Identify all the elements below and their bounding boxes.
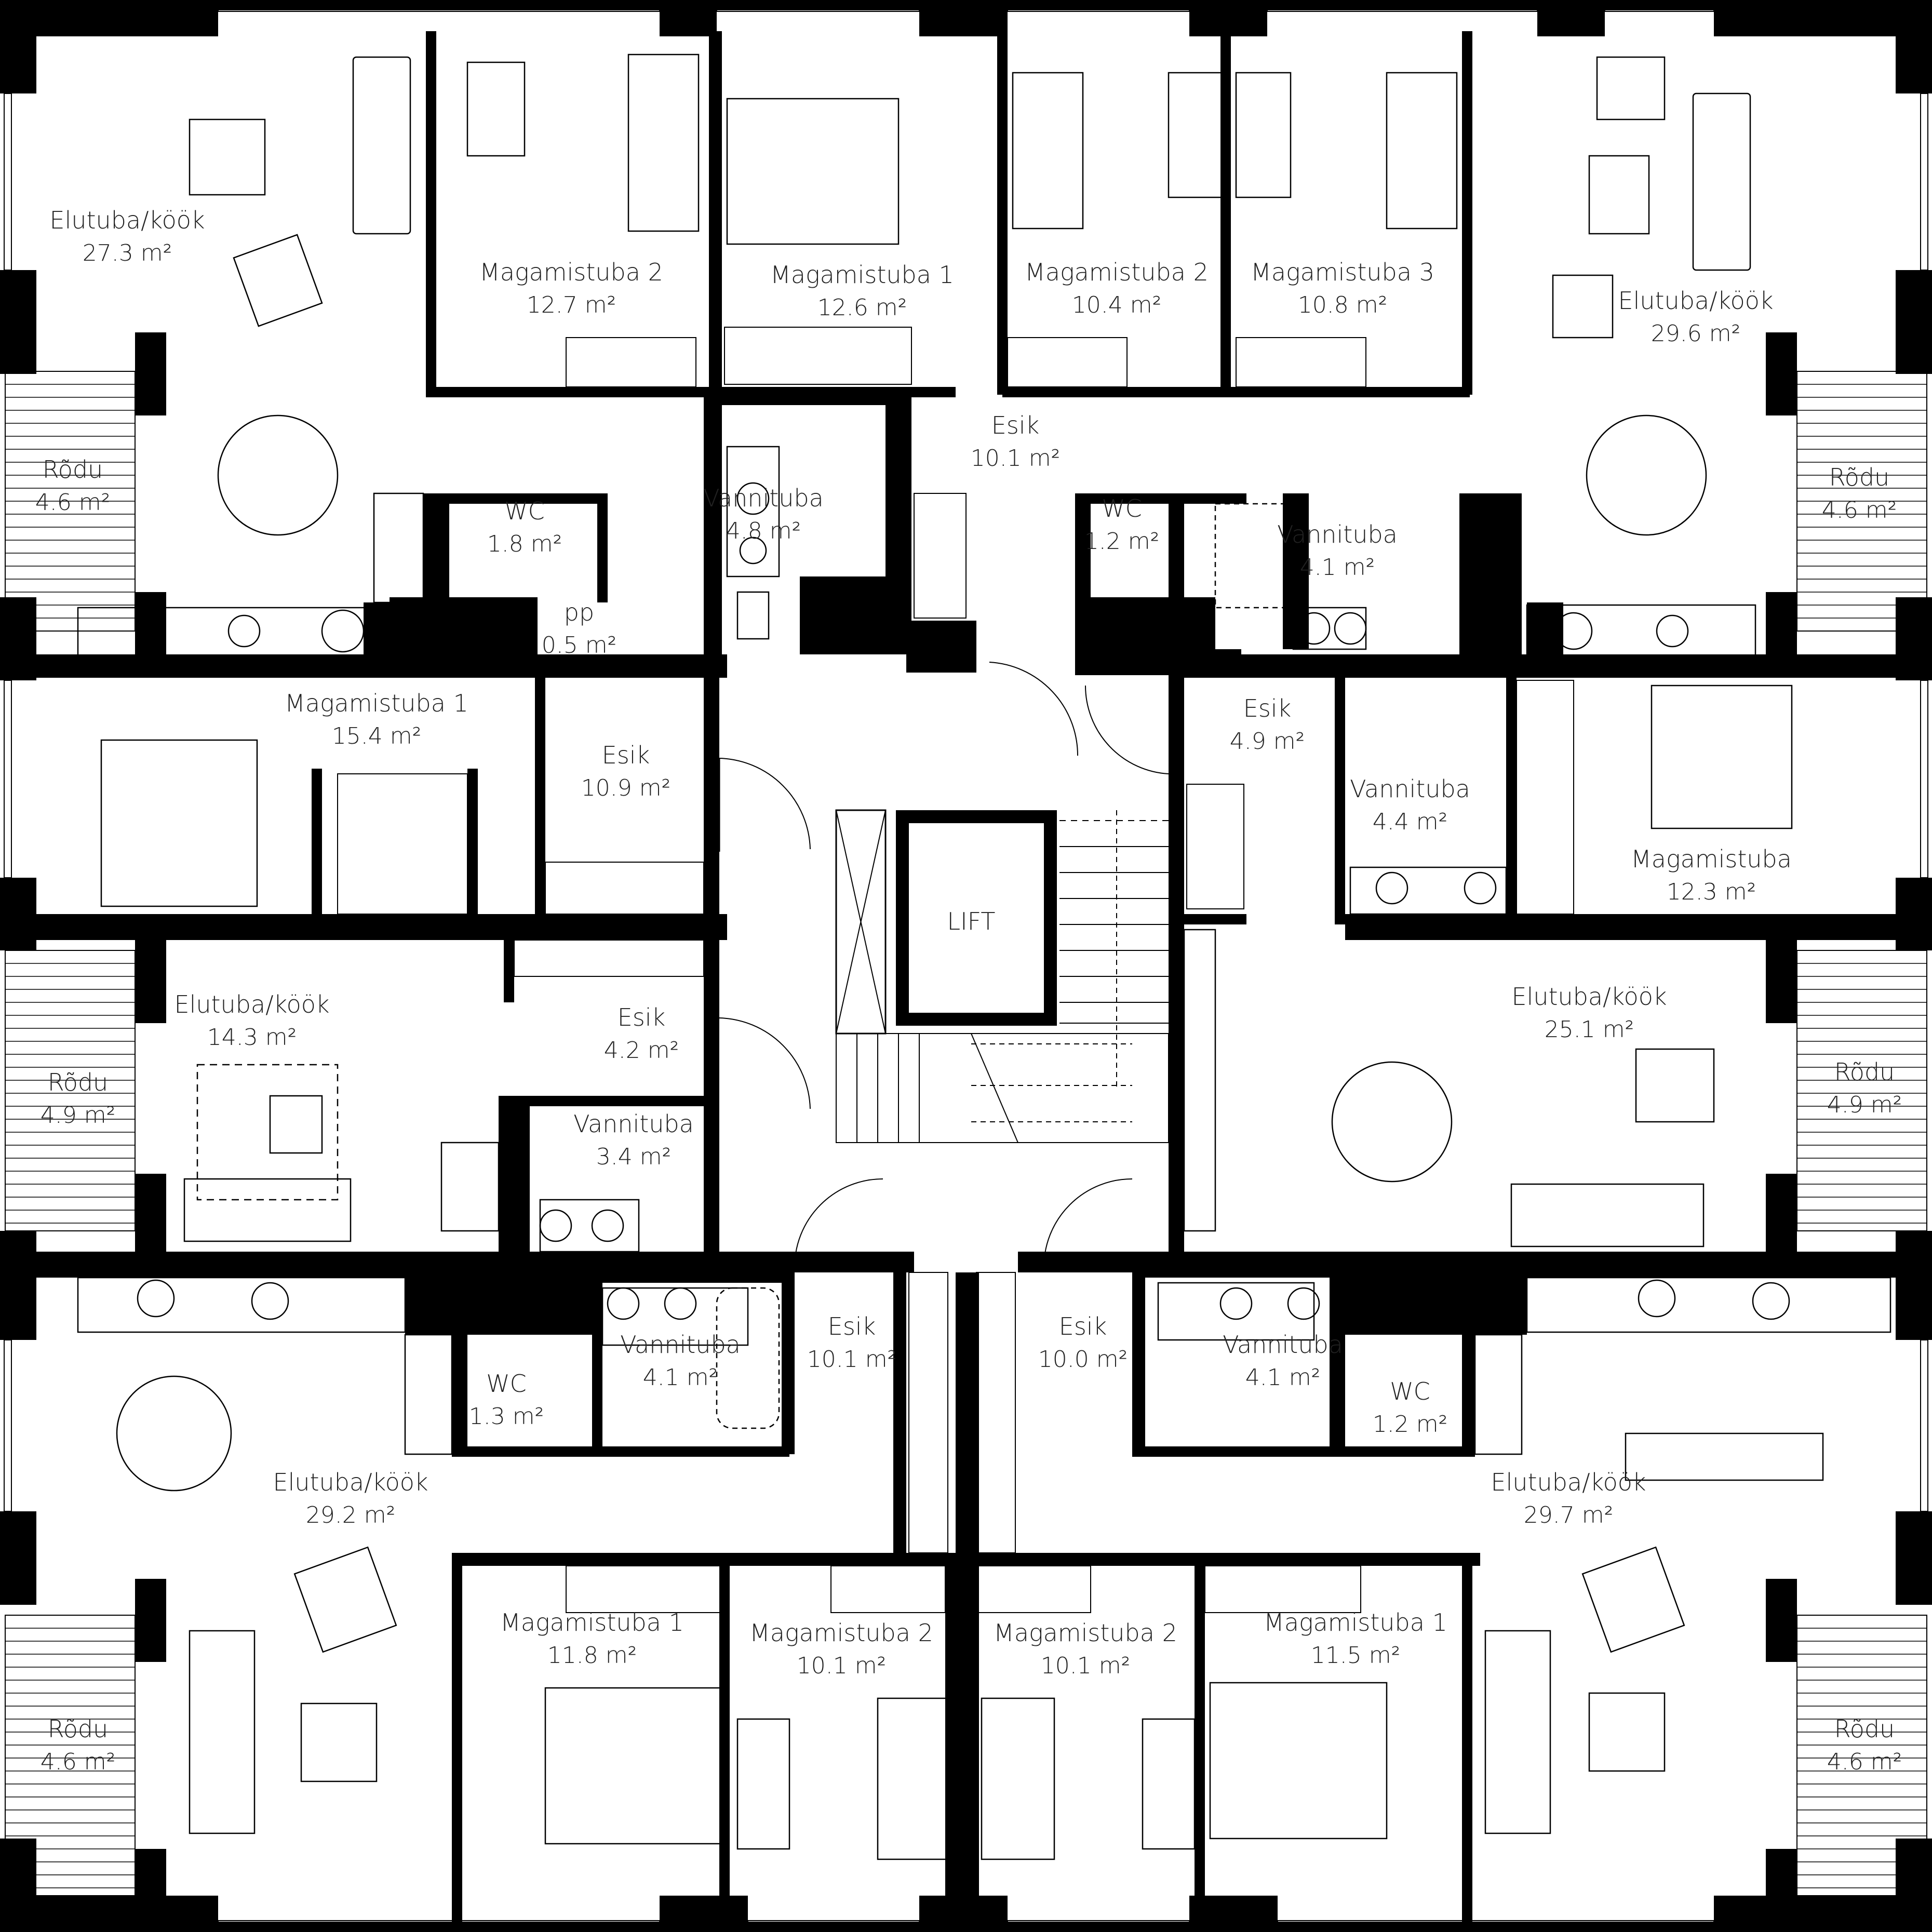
room-area: 11.5 m² (1310, 1642, 1401, 1669)
room-name: Vannituba (703, 484, 824, 512)
room-area: 3.4 m² (596, 1144, 672, 1170)
room-area: 29.7 m² (1523, 1502, 1614, 1528)
room-name: Elutuba/köök (1491, 1468, 1646, 1496)
room-name: Magamistuba 3 (1251, 258, 1434, 286)
room-name: WC (1102, 494, 1142, 522)
room-area: 12.3 m² (1666, 879, 1756, 905)
room-name: Magamistuba 1 (500, 1608, 684, 1636)
room-area: 10.4 m² (1071, 292, 1162, 318)
room-area: 12.6 m² (817, 294, 907, 321)
room-name: Vannituba (1223, 1331, 1343, 1359)
room-area: 10.1 m² (970, 445, 1061, 472)
room-name: Esik (601, 741, 650, 769)
room-name: Rõdu (1834, 1715, 1895, 1743)
room-name: Esik (1243, 694, 1292, 722)
room-name: pp (564, 598, 595, 626)
room-name: Magamistuba 1 (285, 689, 468, 717)
room-area: 29.6 m² (1651, 320, 1741, 347)
room-name: Esik (827, 1312, 876, 1340)
room-area: 10.1 m² (796, 1653, 887, 1679)
room-name: Vannituba (1277, 520, 1398, 548)
room-name: Elutuba/köök (1511, 983, 1667, 1011)
room-area: 10.8 m² (1297, 292, 1388, 318)
room-area: 11.8 m² (547, 1642, 637, 1669)
room-area: 4.2 m² (603, 1037, 679, 1064)
room-name: WC (504, 497, 545, 525)
room-name: Magamistuba 1 (1264, 1608, 1447, 1636)
room-name: Esik (991, 411, 1040, 439)
room-name: Magamistuba 2 (479, 258, 663, 286)
room-area: 4.1 m² (1299, 554, 1375, 581)
room-name: WC (1390, 1377, 1430, 1405)
room-name: Esik (617, 1003, 666, 1031)
room-name: Esik (1058, 1312, 1107, 1340)
room-name: Vannituba (573, 1110, 694, 1138)
room-name: Rõdu (47, 1715, 109, 1743)
room-name: Elutuba/köök (49, 206, 205, 234)
room-name: Vannituba (620, 1331, 741, 1359)
room-area: 4.1 m² (642, 1364, 718, 1391)
room-area: 1.2 m² (1084, 528, 1160, 555)
room-name: WC (486, 1370, 527, 1398)
room-area: 12.7 m² (526, 292, 616, 318)
room-area: 4.6 m² (35, 489, 111, 516)
room-area: 10.0 m² (1038, 1346, 1128, 1373)
room-name: Elutuba/köök (273, 1468, 428, 1496)
room-name: Rõdu (42, 455, 103, 484)
room-area: 4.6 m² (1827, 1749, 1902, 1775)
room-area: 29.2 m² (305, 1502, 396, 1528)
room-name: Magamistuba 2 (1025, 258, 1209, 286)
room-area: 4.8 m² (726, 518, 801, 544)
room-name: Elutuba/köök (174, 990, 330, 1018)
room-name: Magamistuba 2 (749, 1619, 933, 1647)
room-area: 1.3 m² (468, 1403, 544, 1430)
room-area: 4.9 m² (1827, 1092, 1902, 1118)
room-name: Vannituba (1350, 775, 1470, 803)
room-name: Rõdu (47, 1068, 109, 1096)
room-area: 4.6 m² (1821, 497, 1897, 524)
room-area: 27.3 m² (82, 240, 172, 266)
room-area: 25.1 m² (1544, 1016, 1634, 1043)
room-name: Rõdu (1834, 1058, 1895, 1086)
room-area: 1.2 m² (1372, 1411, 1448, 1438)
room-name: Rõdu (1829, 463, 1890, 491)
room-name: Elutuba/köök (1618, 287, 1774, 315)
room-area: 1.8 m² (487, 531, 562, 557)
room-name: Magamistuba 1 (770, 261, 954, 289)
room-area: 4.4 m² (1372, 809, 1448, 835)
room-area: 15.4 m² (331, 723, 422, 749)
room-area: 4.9 m² (40, 1102, 116, 1129)
room-name: Magamistuba 2 (994, 1619, 1177, 1647)
lift-label: LIFT (947, 907, 996, 935)
room-area: 4.1 m² (1245, 1364, 1321, 1391)
room-area: 0.5 m² (541, 632, 617, 659)
room-name: Magamistuba (1631, 845, 1792, 873)
room-area: 10.9 m² (581, 775, 671, 801)
room-area: 10.1 m² (807, 1346, 897, 1373)
room-area: 14.3 m² (207, 1024, 297, 1051)
room-area: 10.1 m² (1040, 1653, 1131, 1679)
room-area: 4.6 m² (40, 1749, 116, 1775)
room-area: 4.9 m² (1229, 728, 1305, 755)
